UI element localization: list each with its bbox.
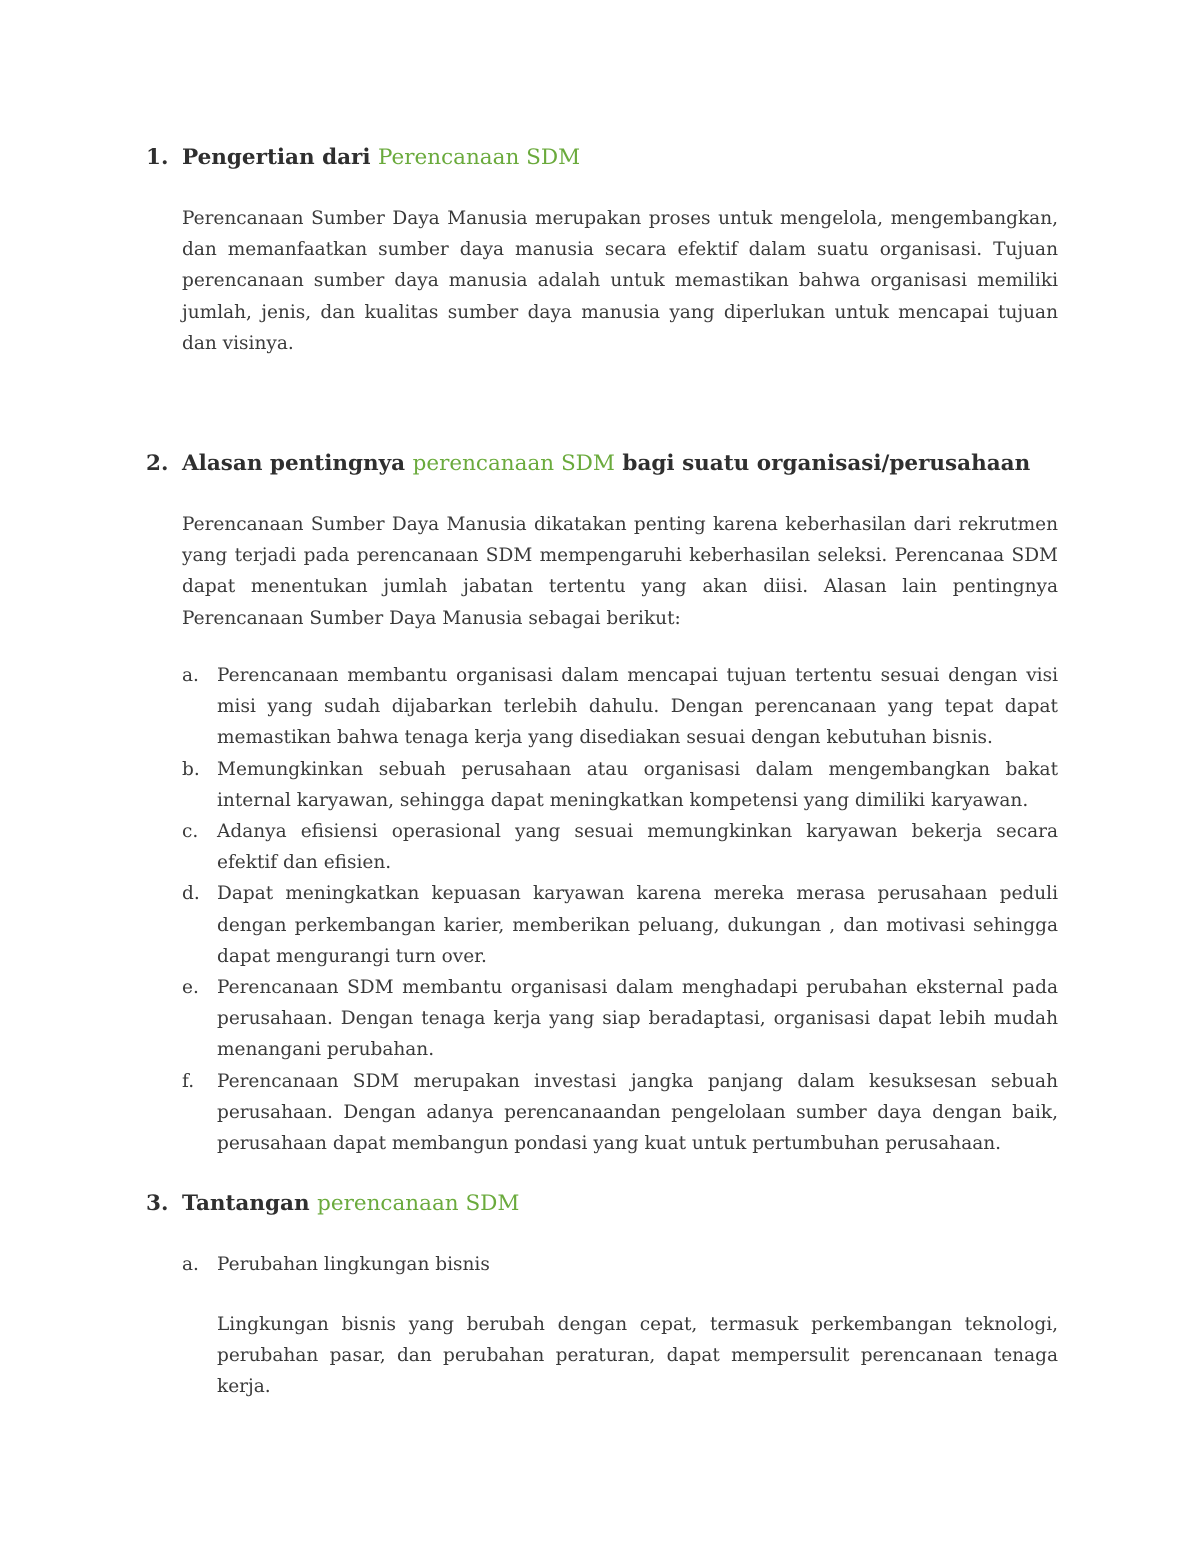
section-2-number: 2. [146,451,169,476]
section-3-heading [146,1190,519,1218]
list-item [182,754,1058,816]
list-item-text: Perencanaan SDM merupakan investasi jangka panjang dalam kesuksesan sebuah perusahaan. Dengan adanya perencanaandan pengelolaan sumber daya dengan baik, perusahaan dapat membangun pondasi yang kuat untuk pertumbuhan perusahaan. [217,1070,1058,1155]
list-item-text: Perencanaan SDM membantu organisasi dalam menghadapi perubahan eksternal pada perusahaan. Dengan tenaga kerja yang siap beradaptasi, organisasi dapat lebih mudah menangani perubahan. [217,977,1058,1061]
list-item-text: Memungkinkan sebuah perusahaan atau organisasi dalam mengembangkan bakat internal karyawan, sehingga dapat meningkatkan kompetensi yang dimiliki karyawan. [217,758,1058,811]
list-marker: e. [182,977,199,999]
list-item-text: Perubahan lingkungan bisnis [217,1254,490,1275]
list-item-text: Dapat meningkatkan kepuasan karyawan karena mereka merasa perusahaan peduli dengan perkembangan karier, memberikan peluang, dukungan , dan motivasi sehingga dapat mengurangi turn over. [217,883,1058,967]
list-item [182,1066,1058,1160]
section-2-paragraph: Perencanaan Sumber Daya Manusia dikatakan penting karena keberhasilan dari rekrutmen yang terjadi pada perencanaan SDM mempengaruhi keberhasilan seleksi. Perencanaa SDM dapat menentukan jumlah jabatan tertentu yang akan diisi. Alasan lain pentingnya Perencanaan Sumber Daya Manusia sebagai berikut: [182,514,1058,629]
list-marker: a. [182,1254,199,1275]
section-1-number: 1. [146,145,169,170]
list-item [182,878,1058,972]
list-marker: b. [182,758,200,780]
section-2-list [182,660,1058,1159]
list-marker: d. [182,883,200,905]
section-2-heading [146,450,1030,478]
section-1-heading [146,144,580,172]
section-3-sub-paragraph: Lingkungan bisnis yang berubah dengan cepat, termasuk perkembangan teknologi, perubahan pasar, dan perubahan peraturan, dapat mempersulit perencanaan tenaga kerja. [217,1314,1058,1398]
list-marker: a. [182,665,199,686]
section-1-paragraph: Perencanaan Sumber Daya Manusia merupakan proses untuk mengelola, mengembangkan, dan memanfaatkan sumber daya manusia secara efektif dalam suatu organisasi. Tujuan perencanaan sumber daya manusia adalah untuk memastikan bahwa organisasi memiliki jumlah, jenis, dan kualitas sumber daya manusia yang diperlukan untuk mencapai tujuan dan visinya. [182,208,1058,354]
list-marker: f. [182,1070,195,1092]
list-marker: c. [182,821,199,843]
section-2-title: Alasan pentingnya [182,451,413,476]
list-item [182,816,1058,878]
list-item-text: Adanya efisiensi operasional yang sesuai memungkinkan karyawan bekerja secara efektif dan efisien. [217,821,1058,874]
section-1-title: Pengertian dari [182,145,379,170]
list-item [182,972,1058,1066]
list-item [182,1249,1058,1280]
section-2-title-link[interactable]: perencanaan SDM [412,451,615,476]
section-3-list [182,1249,1058,1280]
section-3-title: Tantangan [182,1191,318,1216]
section-1-title-link[interactable]: Perencanaan SDM [378,145,581,170]
section-3-title-link[interactable]: perencanaan SDM [317,1191,520,1216]
section-3-number: 3. [146,1191,169,1216]
section-2-title-suffix: bagi suatu organisasi/perusahaan [614,451,1031,476]
list-item-text: Perencanaan membantu organisasi dalam mencapai tujuan tertentu sesuai dengan visi misi yang sudah dijabarkan terlebih dahulu. Dengan perencanaan yang tepat dapat memastikan bahwa tenaga kerja yang disediakan sesuai dengan kebutuhan bisnis. [217,665,1058,749]
list-item [182,660,1058,754]
